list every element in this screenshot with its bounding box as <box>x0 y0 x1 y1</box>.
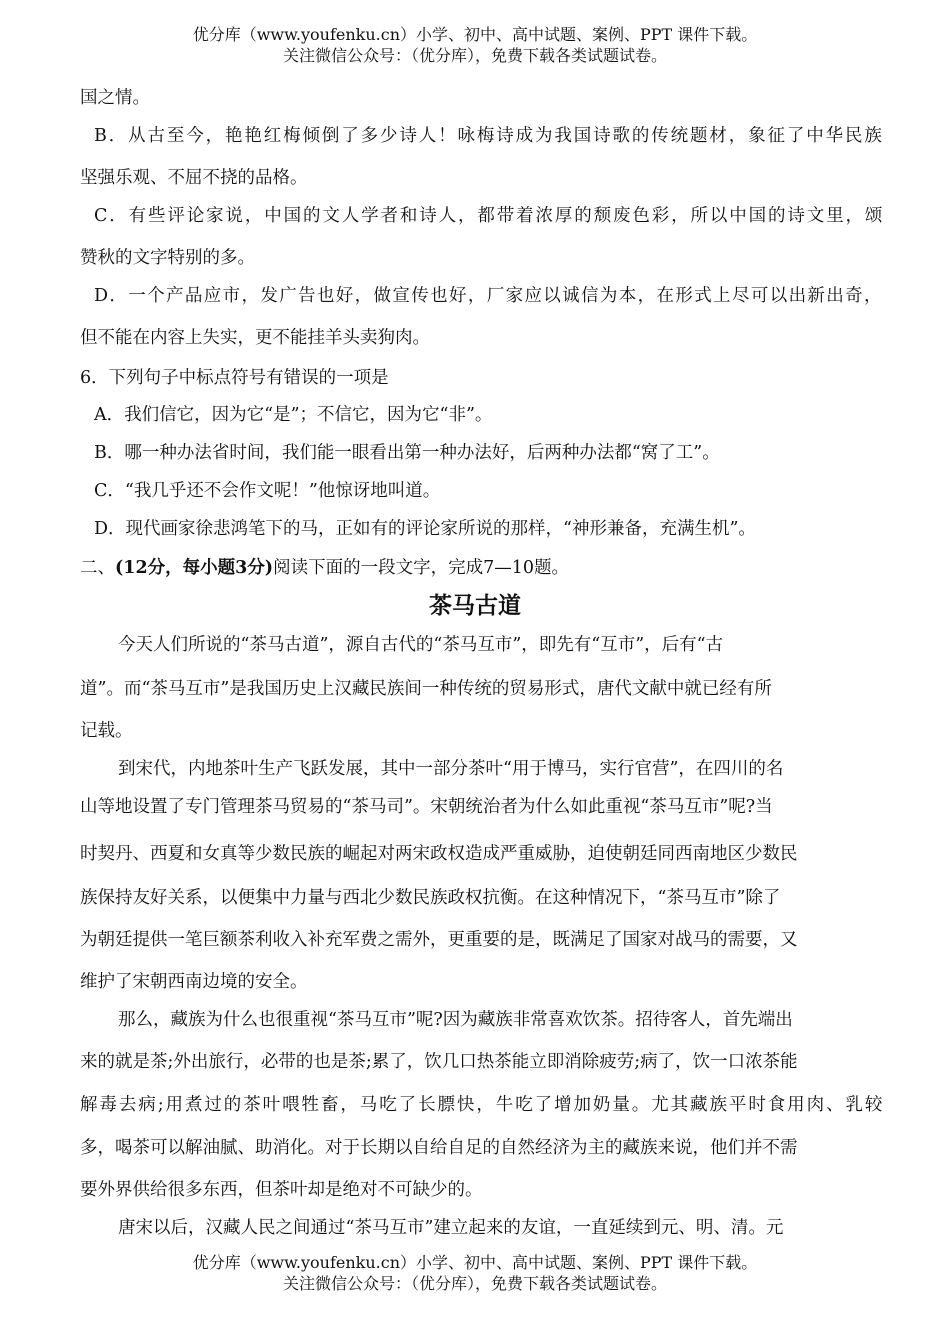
article-line: 维护了宋朝西南边境的安全。 <box>80 972 308 992</box>
article-line: 时契丹、西夏和女真等少数民族的崛起对两宋政权造成严重威胁，迫使朝廷同西南地区少数民 <box>80 844 798 864</box>
q5-option-c: C．有些评论家说，中国的文人学者和诗人，都带着浓厚的颓废色彩，所以中国的诗文里，颂 <box>94 206 885 226</box>
article-line: 要外界供给很多东西，但茶叶却是绝对不可缺少的。 <box>80 1180 483 1200</box>
article-line: 唐宋以后，汉藏人民之间通过“茶马互市”建立起来的友谊，一直延续到元、明、清。元 <box>118 1218 784 1238</box>
q5-option-b-continuation: 坚强乐观、不屈不挠的品格。 <box>80 168 308 188</box>
article-line: 来的就是茶;外出旅行，必带的也是茶;累了，饮几口热茶能立即消除疲劳;病了，饮一口浓茶能 <box>80 1052 798 1072</box>
q6-option-d: D．现代画家徐悲鸿笔下的马，正如有的评论家所说的那样，“神形兼备，充满生机”。 <box>94 519 756 539</box>
page-footer <box>0 1252 950 1294</box>
header-line-1: 优分库（www.youfenku.cn）小学、初中、高中试题、案例、PPT 课件下载。 <box>192 25 758 44</box>
q6-option-b: B．哪一种办法省时间，我们能一眼看出第一种办法好，后两种办法都“窝了工”。 <box>94 443 720 463</box>
article-line: 今天人们所说的“茶马古道”，源自古代的“茶马互市”，即先有“互市”，后有“古 <box>118 635 724 655</box>
article-line: 解毒去病;用煮过的茶叶喂牲畜，马吃了长膘快，牛吃了增加奶量。尤其藏族平时食用肉、乳较 <box>80 1095 885 1115</box>
footer-line-2: 关注微信公众号：（优分库），免费下载各类试题试卷。 <box>282 1274 667 1293</box>
q6-stem: 6．下列句子中标点符号有错误的一项是 <box>80 368 389 388</box>
article-line: 为朝廷提供一笔巨额茶利收入补充军费之需外，更重要的是，既满足了国家对战马的需要，又 <box>80 930 798 950</box>
article-title: 茶马古道 <box>429 593 521 619</box>
article-line: 那么，藏族为什么也很重视“茶马互市”呢?因为藏族非常喜欢饮茶。招待客人，首先端出 <box>118 1010 793 1030</box>
article-line: 族保持友好关系，以便集中力量与西北少数民族政权抗衡。在这种情况下，“茶马互市”除了 <box>80 888 781 908</box>
section-2-prefix: 二、 <box>80 558 115 578</box>
q6-option-a: A．我们信它，因为它“是”；不信它，因为它“非”。 <box>94 405 493 425</box>
section-2-instruction: 阅读下面的一段文字，完成7—10题。 <box>273 558 569 578</box>
footer-line-1: 优分库（www.youfenku.cn）小学、初中、高中试题、案例、PPT 课件下载。 <box>192 1253 758 1272</box>
q5-option-d-continuation: 但不能在内容上失实，更不能挂羊头卖狗肉。 <box>80 328 430 348</box>
header-line-2: 关注微信公众号：（优分库），免费下载各类试题试卷。 <box>282 46 667 65</box>
page-header <box>0 24 950 66</box>
article-line: 道”。而“茶马互市”是我国历史上汉藏民族间一种传统的贸易形式，唐代文献中就已经有所 <box>80 679 772 699</box>
section-2-score: (12分，每小题3分) <box>115 558 274 578</box>
article-line: 山等地设置了专门管理茶马贸易的“茶马司”。宋朝统治者为什么如此重视“茶马互市”呢?当 <box>80 797 773 817</box>
article-line: 多，喝茶可以解油腻、助消化。对于长期以自给自足的自然经济为主的藏族来说，他们并不需 <box>80 1138 798 1158</box>
article-line: 到宋代，内地茶叶生产飞跃发展，其中一部分茶叶“用于博马，实行官营”，在四川的名 <box>118 759 784 779</box>
q5-option-d: D．一个产品应市，发广告也好，做宣传也好，厂家应以诚信为本，在形式上尽可以出新出奇， <box>94 286 883 306</box>
q5-option-c-continuation: 赞秋的文字特别的多。 <box>80 248 255 268</box>
article-line: 记载。 <box>80 721 133 741</box>
section-2-heading <box>80 556 569 580</box>
q6-option-c: C．“我几乎还不会作文呢！”他惊讶地叫道。 <box>94 481 441 501</box>
q5-option-b: B．从古至今，艳艳红梅倾倒了多少诗人！咏梅诗成为我国诗歌的传统题材，象征了中华民族 <box>94 126 884 146</box>
q5-option-a-continuation: 国之情。 <box>80 88 150 108</box>
